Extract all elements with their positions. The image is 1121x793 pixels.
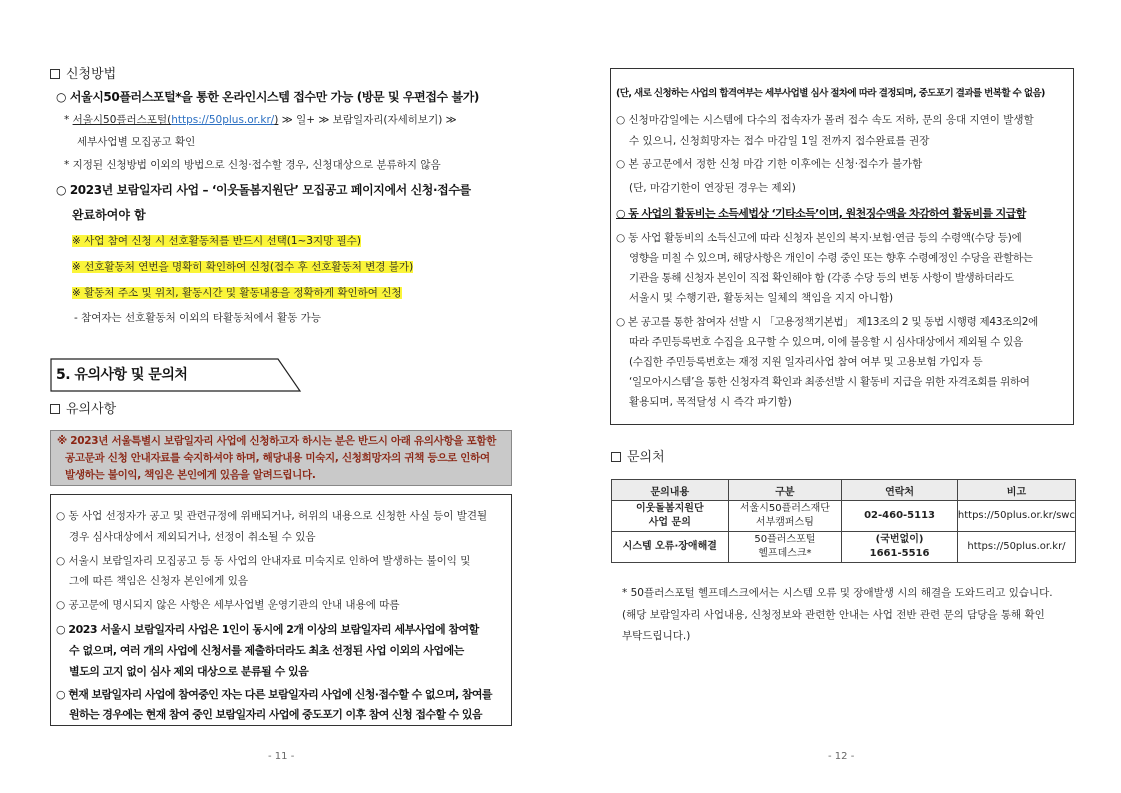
caution-notice-box xyxy=(50,430,512,486)
contact-heading: 문의처 xyxy=(611,449,665,467)
caution-item: ○ 서울시 보람일자리 모집공고 등 동 사업의 안내자료 미숙지로 인하여 발생하는 불이익 및 xyxy=(56,555,471,567)
portal-path: ≫ 일+ ≫ 보람일자리(자세히보기) ≫ xyxy=(278,114,457,126)
table-cell: 이웃돌봄지원단 사업 문의 xyxy=(612,501,729,532)
portal-link[interactable]: https://50plus.or.kr/ xyxy=(171,114,275,126)
helpdesk-note: 부탁드립니다.) xyxy=(622,630,691,642)
box-line-emphasis: ○ 동 사업의 활동비는 소득세법상 ‘기타소득’이며, 원천징수액을 차감하여 활동비를 지급함 xyxy=(616,207,1026,220)
page-number-12: - 12 - xyxy=(828,751,855,762)
other-place-text: - 참여자는 선호활동처 이외의 타활동처에서 활동 가능 xyxy=(74,312,321,324)
table-cell: 시스템 오류·장애해결 xyxy=(612,532,729,563)
cautions-continued-box xyxy=(610,68,1074,425)
caution-item: 경우 심사대상에서 제외되거나, 선정이 취소될 수 있음 xyxy=(69,531,316,543)
table-row xyxy=(612,532,1076,563)
caution-item: ○ 2023 서울시 보람일자리 사업은 1인이 동시에 2개 이상의 보람일자리 세부사업에 참여할 xyxy=(56,623,479,636)
highlight-note-2: ※ 선호활동처 연번을 명확히 확인하여 신청(접수 후 선호활동처 변경 불가) xyxy=(72,261,414,273)
box-line: 따라 주민등록번호 수집을 요구할 수 있으며, 이에 불응할 시 심사대상에서 제외될 수 있음 xyxy=(629,336,1023,348)
table-header: 문의내용 xyxy=(612,480,729,501)
page-number-11: - 11 - xyxy=(268,751,295,762)
table-cell: 50플러스포털 헬프데스크* xyxy=(728,532,842,563)
table-cell-link[interactable]: https://50plus.or.kr/ xyxy=(957,532,1075,563)
box-line: ○ 신청마감일에는 시스템에 다수의 접속자가 몰려 접수 속도 저하, 문의 응대 지연이 발생할 xyxy=(616,114,1034,126)
box-line: ○ 동 사업 활동비의 소득신고에 따라 신청자 본인의 복지·보험·연금 등의 수령액(수당 등)에 xyxy=(616,232,1022,244)
page-12 xyxy=(560,0,1121,793)
highlight-note-3: ※ 활동처 주소 및 위치, 활동시간 및 활동내용을 정확하게 확인하여 신청 xyxy=(72,287,402,299)
table-cell-phone: (국번없이) 1661-5516 xyxy=(842,532,958,563)
caution-item: 그에 따른 책임은 신청자 본인에게 있음 xyxy=(69,575,248,587)
table-header: 구분 xyxy=(728,480,842,501)
box-line: 영향을 미칠 수 있으며, 해당사항은 개인이 수령 중인 또는 향후 수령예정인 수당을 관할하는 xyxy=(629,252,1033,264)
cautions-box xyxy=(50,494,512,726)
portal-line: * 서울시50플러스포털(https://50plus.or.kr/) ≫ 일+ ≫ 보람일자리(자세히보기) ≫ xyxy=(64,114,457,126)
notice-line: 공고문과 신청 안내자료를 숙지하셔야 하며, 해당내용 미숙지, 신청희망자의 귀책 등으로 인하여 xyxy=(65,452,490,464)
box-line: (단, 새로 신청하는 사업의 합격여부는 세부사업별 심사 절차에 따라 결정되며, 중도포기 결과를 번복할 수 없음) xyxy=(616,88,1045,99)
box-line: 기관을 통해 신청자 본인이 직접 확인해야 함 (각종 수당 등의 변동 사항이 발생하더라도 xyxy=(629,272,1014,284)
table-cell: 서울시50플러스재단 서부캠퍼스팀 xyxy=(728,501,842,532)
helpdesk-note: (해당 보람일자리 사업내용, 신청정보와 관련한 안내는 사업 전반 관련 문의 담당을 통해 확인 xyxy=(622,609,1045,621)
page-11 xyxy=(0,0,560,793)
portal-name: 서울시50플러스포털( xyxy=(72,114,172,126)
caution-heading: 유의사항 xyxy=(50,401,116,419)
section-5-title: 5. 유의사항 및 문의처 xyxy=(56,367,188,383)
contact-table xyxy=(611,479,1076,563)
neighbor-apply-line2: 완료하여야 함 xyxy=(72,208,146,222)
highlight-note-1: ※ 사업 참여 신청 시 선호활동처를 반드시 선택(1~3지망 필수) xyxy=(72,235,361,247)
box-line: (단, 마감기한이 연장된 경우는 제외) xyxy=(629,182,796,194)
table-cell-phone: 02-460-5113 xyxy=(842,501,958,532)
other-method-text: * 지정된 신청방법 이외의 방법으로 신청·접수할 경우, 신청대상으로 분류하지 않음 xyxy=(64,159,441,171)
table-row xyxy=(612,501,1076,532)
box-line: 서울시 및 수행기관, 활동처는 일체의 책임을 지지 아니함) xyxy=(629,292,894,304)
checkbox-square-icon xyxy=(50,69,60,79)
notice-line: ※ 2023년 서울특별시 보람일자리 사업에 신청하고자 하시는 분은 반드시 아래 유의사항을 포함한 xyxy=(57,435,497,447)
table-header-row xyxy=(612,480,1076,501)
caution-item: ○ 공고문에 명시되지 않은 사항은 세부사업별 운영기관의 안내 내용에 따름 xyxy=(56,599,400,611)
table-cell-link[interactable]: https://50plus.or.kr/swc xyxy=(957,501,1075,532)
neighbor-apply-line1: ○ 2023년 보람일자리 사업 – ‘이웃돌봄지원단’ 모집공고 페이지에서 신청·접수를 xyxy=(56,183,471,197)
online-only-text: ○ 서울시50플러스포털*을 통한 온라인시스템 접수만 가능 (방문 및 우편접수 불가) xyxy=(56,90,479,104)
caution-item: 별도의 고지 없이 심사 제외 대상으로 분류될 수 있음 xyxy=(69,665,309,678)
checkbox-square-icon xyxy=(50,404,60,414)
section-5-header xyxy=(50,358,300,390)
table-header: 연락처 xyxy=(842,480,958,501)
caution-item: 원하는 경우에는 현재 참여 중인 보람일자리 사업에 중도포기 이후 참여 신청 접수할 수 있음 xyxy=(69,708,482,721)
box-line: ○ 본 공고문에서 정한 신청 마감 기한 이후에는 신청·접수가 불가함 xyxy=(616,158,923,170)
apply-heading: 신청방법 xyxy=(50,66,116,84)
checkbox-square-icon xyxy=(611,452,621,462)
box-line: 활용되며, 목적달성 시 즉각 파기함) xyxy=(629,396,792,408)
portal-path-2: 세부사업별 모집공고 확인 xyxy=(77,136,196,148)
table-header: 비고 xyxy=(957,480,1075,501)
box-line: ‘일모아시스템’을 통한 신청자격 확인과 최종선발 시 활동비 지급을 위한 자격조회를 위하여 xyxy=(629,376,1030,388)
caution-item: ○ 동 사업 선정자가 공고 및 관련규정에 위배되거나, 허위의 내용으로 신청한 사실 등이 발견될 xyxy=(56,510,488,522)
caution-item: 수 없으며, 여러 개의 사업에 신청서를 제출하더라도 최초 선정된 사업 이외의 사업에는 xyxy=(69,644,464,657)
caution-item: ○ 현재 보람일자리 사업에 참여중인 자는 다른 보람일자리 사업에 신청·접수할 수 없으며, 참여를 xyxy=(56,688,492,701)
notice-line: 발생하는 불이익, 책임은 본인에게 있음을 알려드립니다. xyxy=(65,469,316,481)
helpdesk-note: * 50플러스포털 헬프데스크에서는 시스템 오류 및 장애발생 시의 해결을 도와드리고 있습니다. xyxy=(622,587,1053,599)
box-line: 수 있으니, 신청희망자는 접수 마감일 1일 전까지 접수완료를 권장 xyxy=(629,135,930,147)
box-line: (수집한 주민등록번호는 재정 지원 일자리사업 참여 여부 및 고용보험 가입자 등 xyxy=(629,356,983,368)
box-line: ○ 본 공고를 통한 참여자 선발 시 「고용정책기본법」 제13조의 2 및 동법 시행령 제43조의2에 xyxy=(616,316,1039,328)
